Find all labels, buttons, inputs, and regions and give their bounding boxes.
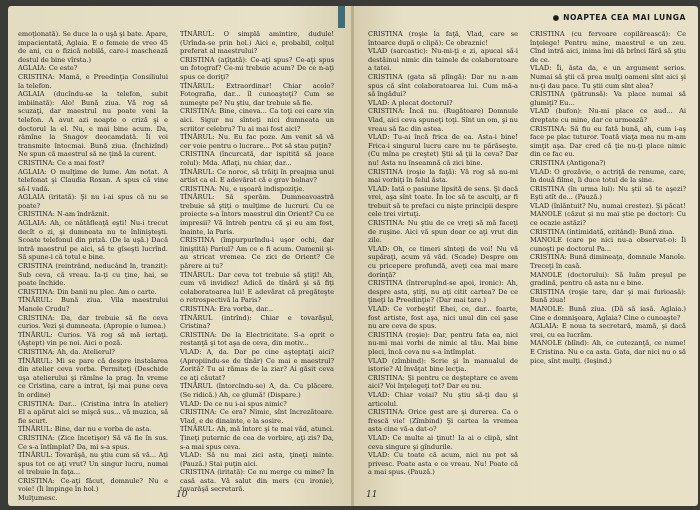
paragraph: VLAD: Să nu mai zici asta, ţineţi minte. (Pauză.) Stai puţin aici. <box>180 451 334 468</box>
paragraph: VLAD: Oh, ce timeri sînteţi de voi! Nu vă supăraţi, acum vă văd. (Scade) Despre om cu pricepere profundă, aveţi cea mai mare dorinţă? <box>368 244 518 279</box>
paragraph: TÎNĂRUL: Să sperăm. Dumneavoastră trebuie să ştiţi o mulţime de lucruri. Cu ce proiecte s-a întors maestrul din Orient? Cu ce impresii? Vă întreb pentru că şi eu am fost, înainte, la Paris. <box>180 193 334 236</box>
paragraph: TÎNĂRUL: Mi se pare că despre instalarea din atelier ceva vorba. Permiteţi (Deschide uşa atelierului şi rămîne la prag. În vreme ce Cristina, care a intrat, îşi mai pune ceva în ordine) <box>18 356 168 399</box>
paragraph: MANOLE (doctorului): Să luăm preşul pe gradină, pentru că asta nu e bine. <box>530 270 686 288</box>
paragraph: TÎNĂRUL: Extraordinar! Chiar acolo? Fotografia, dar... îl cunoaşteţi? Cum se numeşte pe? Nu ştiu, dar trebuie să fie. <box>180 81 334 107</box>
paragraph: CRISTINA: Şi pentru ce deşteptare ce avem aici? Voi înţelegeţi tot? Dar eu nu. <box>368 373 518 391</box>
paragraph: CRISTINA (pătrunsă): Va place numai să glumiţi? Eu... <box>530 90 686 107</box>
paragraph: VLAD (zîmbind): Scrie şi în manualul de istorie? Al învăţat bine lecţia. <box>368 356 518 374</box>
paragraph: CRISTINA: Da, dar trebuie să fie ceva curios. Vezi şi dumneata. (Apropie o lumea.) <box>18 313 168 331</box>
paragraph: CRISTINA (aţîţată): Ce-aţi spus? Ce-aţi spus un fotograf? Ce-mi trebuie acum? De ce n-aţi spus ce doriţi? <box>180 55 334 81</box>
paragraph: CRISTINA: Din banii nu plec. Am o carte. <box>18 287 157 296</box>
paragraph: CRISTINA (în urma lui): Nu ştii să te aşezi? Eşti atît de... (Pauză.) <box>530 184 686 202</box>
paragraph: CRISTINA: Orice gest are şi durerea. Ca o frescă vie! (Zîmbind) Şi cartea la vremea asta cine vă-a dat-o? <box>368 408 518 434</box>
paragraph: CRISTINA: Încă nu. (Rugătoare) Domnule Vlad, aici ceva spuneţi toţi. Sînt un om, şi nu vreau să fac din astea. <box>368 107 518 133</box>
paragraph: CRISTINA (împurpurîndu-i uşor ochi, dar liniştită) Pariul? Am ce e fi acum. Oamenii şi-au stricat vremea. Ce zici de Orient? Ce părere ai tu? <box>180 236 334 271</box>
paragraph: AGLAIA: O mulţime de lume. Am notat. A telefonat şi Claudia Roxan. A spus că vine să-l vadă. <box>18 167 168 193</box>
paragraph: AGLAIA (iritată): Şi nu i-ai spus că nu se poate? <box>18 193 168 210</box>
paragraph: TÎNĂRUL: Ce noroc, să trăiţi în preajma unui artist ca el. E adevărat că e grav bolnav? <box>180 167 334 185</box>
header-bullet-icon: ● <box>552 13 564 22</box>
paragraph: CRISTINA (Antigona?) <box>530 158 606 167</box>
paragraph: CRISTINA (roşie): Dar, pentru fata ea, nici nu-mi mai vorbi de nimic al tău. Mai bine pleci, încă ceva nu s-a întîmplat. <box>368 330 518 356</box>
paragraph: VLAD: Cu toate că acum, nici nu pot să privesc. Poate asta e ce vreau. Nu! Poate că a mai spus. (Pauză.) <box>368 451 518 477</box>
paragraph: VLAD: Chiar voiai? Nu ştiu să-ţi dau şi articolul. <box>368 390 518 408</box>
paragraph: CRISTINA (iritată): Ce nu merge cu mine? În casă asta. Vă salut din mers (cu ironie), tovarăşă secretară. <box>180 468 334 494</box>
paragraph: CRISTINA (roşie la faţă): Vă rog să nu-mi mai vorbiţi în felul ăsta. <box>368 167 518 185</box>
paragraph: CRISTINA: (Zice încetişor) Să vă fie în sus. Ce s-a întîmplat? Da, mi s-a spus. <box>18 433 168 451</box>
paragraph: CRISTINA (încurcată, dar ispitită să joace rolul): Mda. Aflaţi, nu chiar, dar... <box>180 150 334 167</box>
paragraph: VLAD (sarcastic): Nu-mi-ţi e zi, apucai să-i destăinui nimic din tainele de colaboratoare a tatei. <box>368 47 518 73</box>
paragraph: CRISTINA: Nu, e uşoară indispoziţie. <box>180 184 305 193</box>
paragraph: CRISTINA: N-am îndrăznit. <box>18 210 110 219</box>
paragraph: TÎNĂRUL: Bine, dar nu e vorba de asta. <box>18 425 152 434</box>
left-page-number: 10 <box>176 490 188 500</box>
left-column-2 <box>180 30 334 494</box>
left-column-1 <box>18 30 168 503</box>
paragraph: CRISTINA (gata să plîngă): Dar nu n-am spus că sînt colaboratoarea lui. Cum mă-a să îngădui? <box>368 72 518 99</box>
paragraph: VLAD (înlăntuit? Nu, numai crestez). Şi păcat! <box>530 201 686 210</box>
paragraph: Mulţumesc. <box>18 494 58 503</box>
paragraph: emoţionată). Se duce la o uşă şi bate. Apare, impacientată, Aglaia. E o femeie de vreo 45 de ani, cu o fizică nobilă, care-i mascheazǎ destul de bine vîrsta.) <box>18 30 168 64</box>
right-page-number: 11 <box>366 490 378 500</box>
paragraph: CRISTINA (reintrând, neducând în, tranzit): Sub ceva, că vreau. Ia-ţi cu ţine, hai, se poate închide. <box>18 262 168 288</box>
bookmark-tab <box>338 6 345 28</box>
paragraph: TÎNĂRUL (întorcîndu-se) A, da. Cu plăcere. (Se ridică.) Ah, ce glumă! (Dispare.) <box>180 382 334 399</box>
paragraph: CRISTINA: Dar... (Cristina intra în atelier) El a apărut aici se mişcă sus... vă muzica, să fie scurt. <box>18 399 168 425</box>
paragraph: VLAD: A plecat doctorul? <box>368 98 453 107</box>
paragraph: TÎNĂRUL: Curios. Vă rog să mă iertaţi. (Aştept) vin pe noi. Aici o poză. <box>18 330 168 348</box>
paragraph: AGLAIA: Ah, ce nătăfleaţă eşti! Nu-i trecut decît o zi, şi dumneata nu te înlinişteşti. Scoate telefonul din priză. (De la uşă.) Dacă intră maestrul pe aici, să te gîseşti lucrînd. Să spune-i că totul e bine. <box>18 219 168 262</box>
right-column-1 <box>368 30 518 478</box>
paragraph: CRISTINA (cu fervoare copilărească): Ce înţelege! Pentru mine, maestrul e un zeu. Cînd intră aici, inima îmi dă brînci fără să ştiu de ce. <box>530 30 686 64</box>
paragraph: CRISTINA: Ce a mai fost? <box>18 158 105 167</box>
open-book <box>8 6 698 506</box>
left-page <box>8 6 352 506</box>
paragraph: TÎNĂRUL: Tovarăşă, nu ştiu cum să vă... Aţi spus tot ce aţi vrut? Un singur lucru, numai el trebuie în faţa... <box>18 451 168 477</box>
paragraph: AGLAIA (ducîndu-se la telefon, subit imbiinată): Alo! Bună ziua. Vă rog să scuzaţi, dar maestrul nu poate veni la telefon. A avut azi noapte o criză şi e doctorul la el. Nu, e mai bine acum. Da, rămîne la Snagov deocamdată. Îi voi transmite întocmai. Bună ziua. (Închizînd) Ne spun că maestrul să ne ţină la curent. <box>18 90 168 159</box>
right-column-2 <box>530 30 686 478</box>
paragraph: CRISTINA: Să fiu eu fată bună, ah, cum i-aş face pe plac tuturor. Toată viaţa mea nu m-am simţit aşa. Dar cred că ţie nu-ţi place nimic din ce fac eu. <box>530 124 686 159</box>
right-page <box>354 6 698 506</box>
paragraph: VLAD: O grozăvie, o actriţă de renume, care, în două filme, îi duce totul de la sine. <box>530 167 686 185</box>
paragraph: CRISTINA (întrerupînd-se apoi, ironic): Ah, despre asta, ştiţi, nu aţi citit cartea? De ce ţineţi la Preedinţie? (Dar mai tare.) <box>368 279 518 305</box>
paragraph: CRISTINA: De la Electricitate. S-a oprit o restanţă şi tot aşa de ceva, din motiv... <box>180 330 334 348</box>
paragraph: CRISTINA: Ah, da. Atelierul? <box>18 347 115 356</box>
paragraph: VLAD: Ce vorbeşti! Ehei, ce, dar... foarte, fost artiste, fost aşa, nici unul din cei şase nu are ceva de spus. <box>368 305 518 331</box>
paragraph: TÎNĂRUL: Ah, mă întorc şi te mai văd, atunci. Ţineţi puternic de cea de vorbire, aţi zis? Da, s-a mai spus ceva. <box>180 425 334 451</box>
paragraph: CRISTINA (intimidată, ezitând): Bună ziua. <box>530 227 675 236</box>
paragraph: MANOLE (care pe nici nu-a observat-o): Îi cunoşti pe doctorul Pa... <box>530 236 686 253</box>
running-header <box>553 13 686 22</box>
paragraph: TÎNĂRUL: Dar ceva tot trebuie să ştiţi! Ah, cum vă invidiez! Adică de tînără şi să fiţi colaboratoarea lui! E adevărat că pregăteşte o retrospectivă la Paris? <box>180 270 334 305</box>
paragraph: VLAD: Iată o pasiune lipsită de sens. Şi dacă vrei, aşa sînt toate. În loc să te asculţi, ar fi trebuit să te prefaci cu nişte principii despre cele trei virtuţi. <box>368 184 518 219</box>
paragraph: MANOLE: Bună ziua. (Dă să iasă. Aglaia.) Cine e domnişoara, Aglaia? Cine o cunoaşte? <box>530 305 686 322</box>
paragraph: CRISTINA: Bine, cineva... Ca toţi cei care vin aici. Sigur nu sînteţi nici dumneata un scriitor celebru? Tu ai mai fost aici? <box>180 107 334 133</box>
paragraph: CRISTINA: Ce era? Nimic, sînt încrezătoare. Vlad, e de dinainte, e la sosire. <box>180 408 334 425</box>
paragraph: AGLAIA: E noua ta secretară, mamă, şi dacă vrei, cu ea lucrăm. <box>530 322 686 339</box>
paragraph: CRISTINA: Ce-aţi făcut, domnule? Nu e voie! (Îi împinge în hol.) <box>18 476 168 494</box>
paragraph: VLAD: Îi, ăsta da, e un argument serios. Numai să ştii că prea mulţi oameni sînt aici şi nu-ţi dau pace. Tu ştii cum sînt alea? <box>530 64 686 90</box>
paragraph: TÎNĂRUL: Nu. Eu fac poze. Am venit să vă cer voie pentru o lucrare... Pot să stau puţin? <box>180 133 334 150</box>
paragraph: CRISTINA (roşie tare, dar şi mai furioasă): Bună ziua! <box>530 287 686 305</box>
paragraph: VLAD: A, da. Dar pe cine aşteptaţi aici? (Apropiindu-se de tînăr) Ce mai e maestrul? Zorită? Tu ai rămas de la ziar? Ai găsit ceva ce aţi căutat? <box>180 347 334 382</box>
paragraph: VLAD: Ce multe ai ţinut! Ia ai o clipă, sînt ceva singure şi gîndurile. <box>368 433 518 451</box>
paragraph: TÎNĂRUL (intrînd): Chiar e tovarăşul, Cristina? <box>180 313 334 331</box>
paragraph: VLAD: Tu-ai încă frica de ea. Asta-i bine! Frica-i singurul lucru care nu te părăseşte. (Cu mîna pe creştet) Ştii să ţii la ceva? Dar nu! Asta nu înseamnă că zici bine. <box>368 133 518 167</box>
paragraph: AGLAIA: Ce este? <box>18 64 78 73</box>
paragraph: TÎNĂRUL: O simplă amintire, dudule! (Urînda-se prin hol.) Aici e, probabil, colţul preferat al maestrului? <box>180 30 334 56</box>
paragraph: VLAD (bufon): Nu-mi place ce aud... Ai dreptate cu mine, dar ce urmează? <box>530 107 686 124</box>
paragraph: MANOLE (căzut și nu mai știe pe doctor): Cu ce ocazie astăzi? <box>530 210 686 228</box>
paragraph: CRISTINA: Mamă, e Preedinţia Consiliului la telefon. <box>18 72 168 90</box>
paragraph: CRISTINA (roşie la faţă, Vlad, care se întoarce după o clipă): Ce obraznic! <box>368 30 518 47</box>
paragraph: VLAD: De ce nu i-ai spus nimic? <box>180 399 287 408</box>
paragraph: CRISTINA: Nu ştiu de ce vreţi să mă faceţi de ruşine. Aici vă spun doar ce aţi vrut din zile. <box>368 219 518 245</box>
paragraph: CRISTINA: Era vorba, dar... <box>180 305 274 313</box>
paragraph: MANOLE (blînd): Ah, ce cutezanţă, ce nume! E Cristina. Nu e ca asta. Gata, dar nici nu o să pice, sînt mulţi. (Ieşind.) <box>530 339 686 365</box>
paragraph: TÎNĂRUL: Bună ziua. Vila maestrului Manole Crudu? <box>18 296 168 313</box>
paragraph: CRISTINA: Bună dimineaţa, domnule Manole. Treceţi în casă. <box>530 253 686 271</box>
header-title: NOAPTEA CEA MAI LUNGA <box>563 13 686 22</box>
